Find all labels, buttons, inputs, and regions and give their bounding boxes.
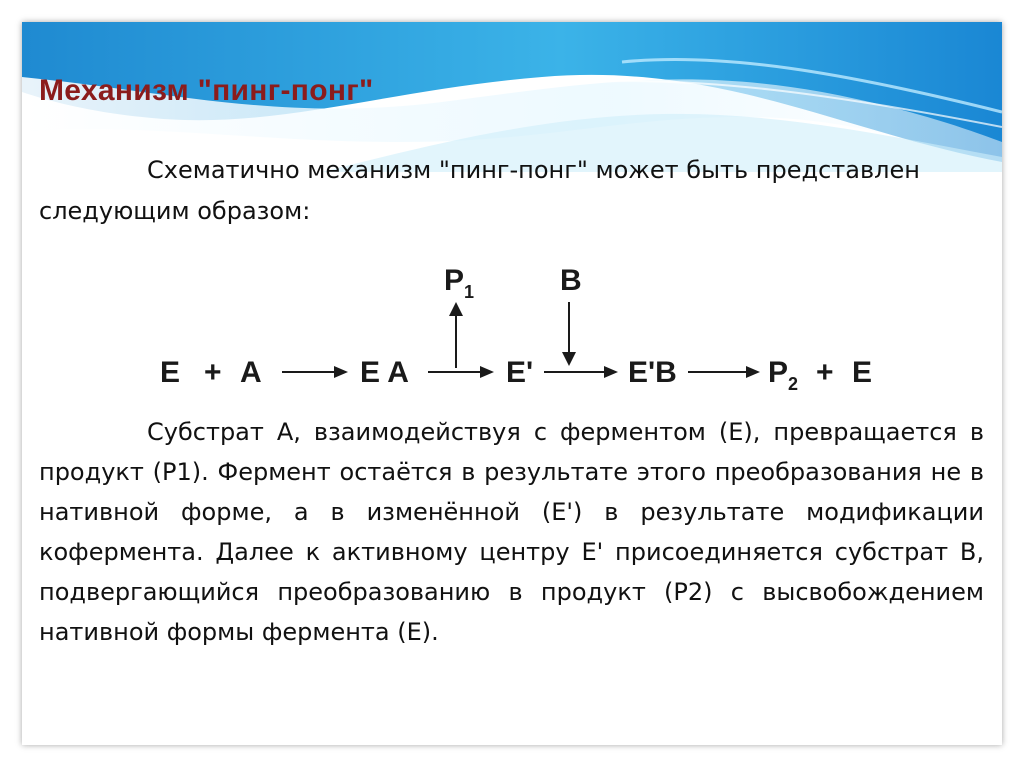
- body-paragraph: Субстрат А, взаимодействуя с ферментом (Е), превращается в продукт (Р1). Фермент остаётся в результате этого преобразования не в нативной форме, а в изменённой (Е') в результате модификации кофермента. Далее к активному центру Е' присоединяется субстрат В, подвергающийся преобразованию в продукт (Р2) с высвобождением нативной формы фермента (Е).: [39, 418, 984, 646]
- scheme-p2: $P_2$: [768, 356, 799, 394]
- scheme-arrowhead-1: [334, 366, 348, 378]
- scheme-arrowhead-3: [604, 366, 618, 378]
- scheme-e-prime: E': [506, 356, 534, 389]
- scheme-arrowhead-up: [449, 302, 463, 316]
- intro-paragraph: Схематично механизм "пинг-понг" может быть представлен следующим образом:: [39, 156, 920, 225]
- scheme-plus-1: +: [204, 356, 222, 389]
- scheme-plus-2: +: [816, 356, 834, 389]
- scheme-e-final: E: [852, 356, 873, 389]
- scheme-arrowhead-4: [746, 366, 760, 378]
- scheme-e-prime-b: E'B: [628, 356, 677, 389]
- scheme-arrowhead-2: [480, 366, 494, 378]
- scheme-arrowhead-down: [562, 352, 576, 366]
- slide-frame: [22, 22, 1002, 745]
- ping-pong-scheme-diagram: [122, 232, 882, 402]
- scheme-a: A: [240, 356, 262, 389]
- scheme-b-label: B: [560, 264, 582, 297]
- scheme-ea: E A: [360, 356, 409, 389]
- slide-title: Механизм "пинг-понг": [39, 74, 374, 107]
- scheme-e: E: [160, 356, 181, 389]
- scheme-p1-label: $P_1$: [444, 264, 475, 302]
